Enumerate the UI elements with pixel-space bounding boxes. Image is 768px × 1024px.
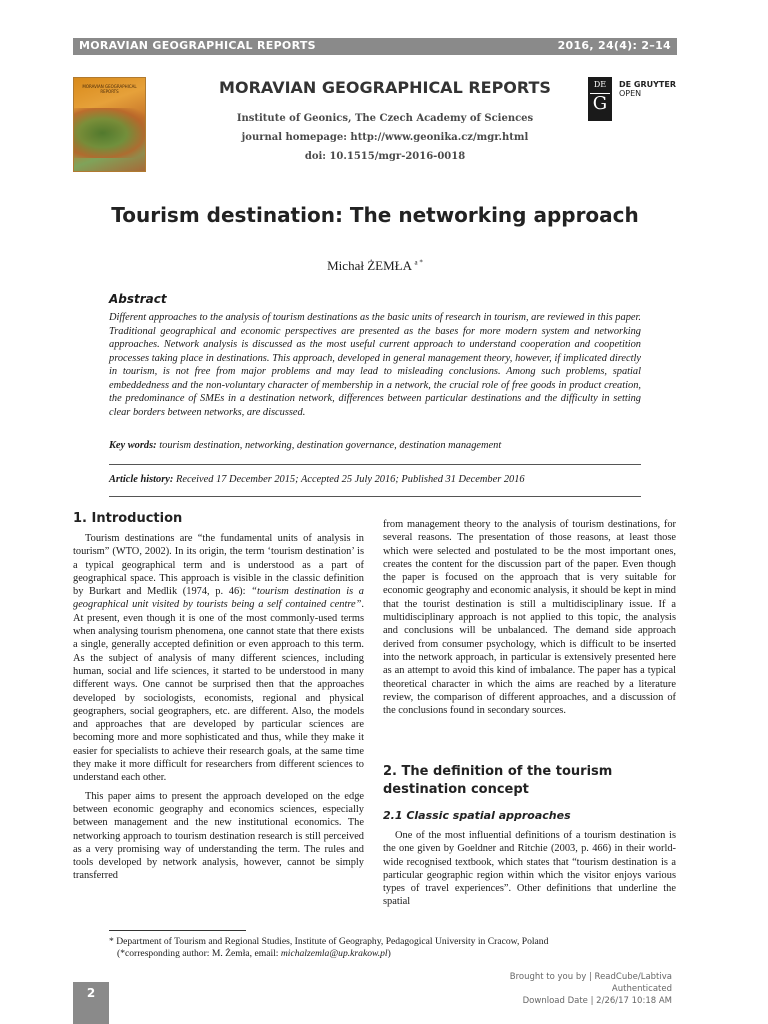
keywords-label: Key words:: [109, 440, 157, 451]
doi-label: doi:: [304, 151, 326, 162]
cover-map-graphic: [74, 108, 145, 158]
left-column: [73, 532, 364, 883]
footnote-contact: [109, 948, 669, 960]
logo-top-letters: DE: [593, 80, 607, 89]
keywords-list: tourism destination, networking, destination governance, destination management: [159, 440, 502, 451]
homepage-line: [150, 132, 620, 143]
page-number-box: [73, 982, 109, 1024]
publisher-name: [619, 80, 676, 98]
section-heading-definition: 2. The definition of the tourism destination concept: [383, 764, 613, 797]
publisher-name-line2: OPEN: [619, 89, 642, 98]
homepage-label: journal homepage:: [241, 132, 347, 143]
article-history: [109, 474, 641, 485]
history-label: Article history:: [109, 474, 174, 485]
contact-email[interactable]: michalzemla@up.krakow.pl: [280, 947, 388, 959]
logo-letter: G: [590, 93, 610, 114]
keywords-line: [109, 439, 641, 452]
access-watermark: [510, 971, 672, 1007]
paragraph: One of the most influential definitions of a tourism destination is the one given by Goeldner and Ritchie (2003, p. 466) in their world-wide recognised textbook, which states that “tourism destination is a particular geographic region within which the visitor enjoys various types of travel experiences”. Other definitions that underline the spatial: [383, 830, 676, 908]
doi-line: [150, 151, 620, 162]
doi-value[interactable]: 10.1515/mgr-2016-0018: [329, 151, 466, 162]
contact-suffix: ): [387, 947, 391, 959]
page-number: 2: [86, 986, 96, 1000]
abstract-text: Different approaches to the analysis of tourism destinations as the basic units of research in tourism, are reviewed in this paper. Traditional geographical and economic perspectives are presented as the bases for more modern system and networking approaches. Network analysis is discussed as the most useful current approach to understand cooperation and coopetition processes taking place in destinations. This approach, developed in general management theory, however, if implicated directly in tourism, is not free from major problems and may lead to misleading conclusions. Among such problems, spatial embeddedness and the non-voluntary character of membership in a network, the crucial role of free goods in product creation, the predominance of SMEs in a destination network, differences between particular destinations and the difficulty in setting clear borders between networks, are discussed.: [109, 312, 641, 418]
cover-title: MORAVIAN GEOGRAPHICAL REPORTS: [82, 84, 137, 94]
abstract-heading: Abstract: [109, 292, 167, 306]
paragraph-text: . At present, even though it is one of the most commonly-used terms when analysing tourism phenomena, one cannot state that there exists a single, generally accepted definition or even approach to this term. As the subject of analysis of many different sciences, including human, social and life sciences, it started to be understood in many different ways. One cannot be surprised then that the approaches developed by sociologists, economists, regional and physical geographers, social geographers, etc. are different. Also, the models and approaches that are developed by particular sciences are becoming more and more sophisticated and thus, while they make it easier for specialists to achieve their research goals, at the same time they make it more difficult for researchers from different sciences to understand each other.: [73, 599, 364, 784]
publisher-name-line1: DE GRUYTER: [619, 80, 676, 89]
divider: [109, 496, 641, 497]
divider: [109, 464, 641, 465]
running-header: [73, 38, 677, 55]
section-heading-introduction: 1. Introduction: [73, 511, 183, 526]
running-header-issue: 2016, 24(4): 2–14: [557, 39, 671, 52]
paragraph: This paper aims to present the approach developed on the edge between economic geography and economics sciences, especially between management and the new institutional economics. The networking approach to tourism destination research is still perceived as a very promising way of understanding the term. The rules and tools developed by network analysis, however, cannot be simply transferred: [73, 790, 364, 882]
de-gruyter-logo: [588, 77, 612, 121]
paragraph: [73, 532, 364, 785]
contact-prefix: (*corresponding author: M. Żemła, email:: [117, 947, 281, 959]
history-dates: Received 17 December 2015; Accepted 25 July 2016; Published 31 December 2016: [175, 474, 525, 485]
access-line: Download Date | 2/26/17 10:18 AM: [522, 996, 672, 1006]
access-line: Authenticated: [611, 984, 672, 994]
running-header-journal: MORAVIAN GEOGRAPHICAL REPORTS: [79, 39, 316, 52]
author-line: [73, 258, 677, 274]
author-affiliation-mark: a *: [414, 258, 423, 267]
paragraph: from management theory to the analysis of tourism destinations, for several reasons. The presentation of those reasons, at least those which were selected and postulated to be the most important ones, creates the content for the discussion part of the paper. Even though the paper is focused on the approach that is very suitable for economic geography and economic analysis, it should be kept in mind that the tourist destination is still a multidisciplinary issue. If a multidisciplinary approach is not applied to this topic, the analysis and conclusions will be unbalanced. The demand side approach derived from consumer psychology, which is difficult to be inserted into the network approach, in particular is extensively presented here as an attempt to avoid this kind of imbalance. The paper has a typical theoretical character in which the aims are reached by a literature review, the comparison of different approaches, and a discussion of the conclusions found in secondary sources.: [383, 519, 676, 717]
paragraph-text: Tourism destinations are “the fundamental units of analysis in tourism” (WTO, 2002). In its origin, the term ‘tourism destination’ is a typical geographical term and is understood as a part of geographical space. This approach is visible in the classic definition by Burkart and Medlik (1974, p. 46):: [73, 533, 364, 598]
article-title: Tourism destination: The networking approach: [111, 203, 639, 227]
footnote-affiliation: * Department of Tourism and Regional Studies, Institute of Geography, Pedagogical University in Cracow, Poland: [109, 936, 549, 947]
subsection-heading-spatial: 2.1 Classic spatial approaches: [383, 809, 571, 822]
access-line: Brought to you by | ReadCube/Labtiva: [509, 972, 672, 982]
institute-line: Institute of Geonics, The Czech Academy of Sciences: [236, 113, 534, 124]
journal-title: MORAVIAN GEOGRAPHICAL REPORTS: [219, 78, 551, 97]
journal-cover-image: [73, 77, 146, 172]
right-column: [383, 518, 676, 717]
footnote-divider: [109, 930, 246, 931]
homepage-link[interactable]: http://www.geonika.cz/mgr.html: [350, 132, 529, 143]
quoted-definition: “tourism destination is a geographical unit visited by tourists being a self contained centre”: [73, 586, 365, 611]
author-name: Michał ŻEMŁA: [327, 258, 412, 273]
footnote: [109, 936, 669, 959]
right-column-lower: [383, 829, 676, 909]
